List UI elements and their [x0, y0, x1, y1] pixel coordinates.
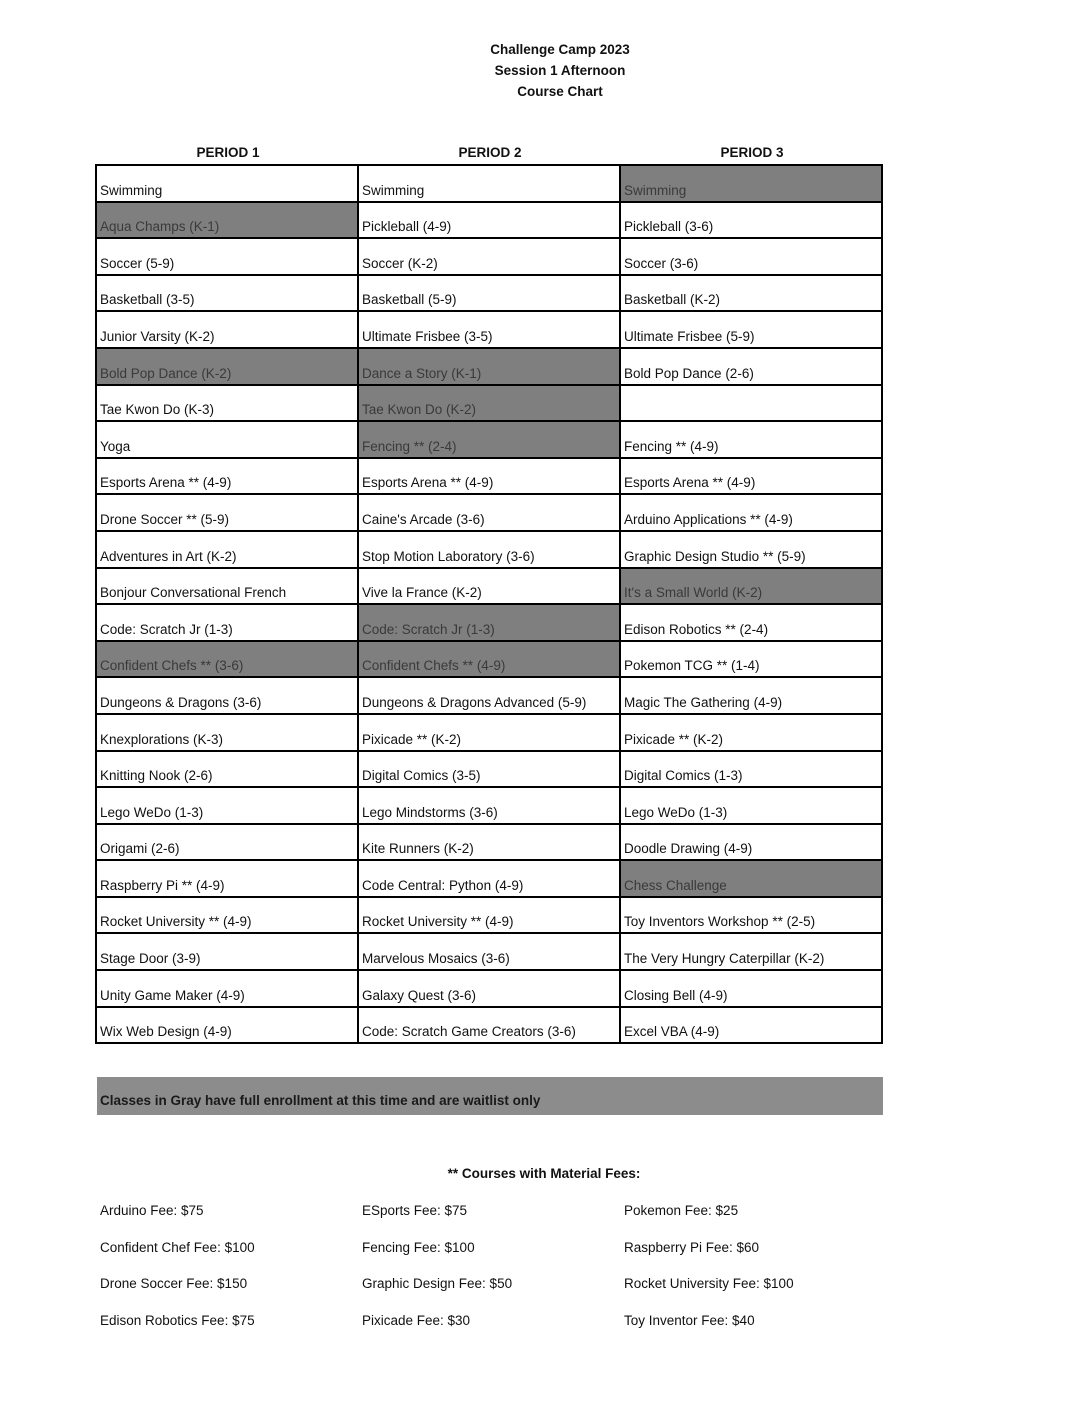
table-row	[96, 238, 882, 275]
table-row	[96, 860, 882, 897]
course-cell-period-3: Pickleball (3-6)	[620, 202, 882, 239]
course-cell-period-1: Soccer (5-9)	[96, 238, 358, 275]
course-cell-period-3: It's a Small World (K-2)	[620, 568, 882, 605]
fee-item: Confident Chef Fee: $100	[100, 1239, 255, 1255]
fee-column-3	[624, 1201, 886, 1347]
course-cell-period-2: Esports Arena ** (4-9)	[358, 458, 620, 495]
course-cell-period-1: Knitting Nook (2-6)	[96, 751, 358, 788]
course-cell-period-2: Stop Motion Laboratory (3-6)	[358, 531, 620, 568]
table-row	[96, 933, 882, 970]
course-cell-period-1: Rocket University ** (4-9)	[96, 897, 358, 934]
course-cell-period-3: Digital Comics (1-3)	[620, 751, 882, 788]
course-cell-period-3: Edison Robotics ** (2-4)	[620, 604, 882, 641]
fee-item: Rocket University Fee: $100	[624, 1276, 794, 1292]
course-cell-period-1: Origami (2-6)	[96, 824, 358, 861]
course-cell-period-3: Pokemon TCG ** (1-4)	[620, 641, 882, 678]
fee-item: Edison Robotics Fee: $75	[100, 1312, 255, 1328]
course-cell-period-3: Fencing ** (4-9)	[620, 421, 882, 458]
course-cell-period-2: Lego Mindstorms (3-6)	[358, 787, 620, 824]
course-cell-period-1: Tae Kwon Do (K-3)	[96, 385, 358, 422]
course-cell-period-3: Pixicade ** (K-2)	[620, 714, 882, 751]
material-fees	[100, 1201, 886, 1347]
table-row	[96, 311, 882, 348]
course-cell-period-2: Dungeons & Dragons Advanced (5-9)	[358, 677, 620, 714]
course-cell-period-3: Basketball (K-2)	[620, 275, 882, 312]
fee-item: Pokemon Fee: $25	[624, 1203, 739, 1218]
course-cell-period-2: Ultimate Frisbee (3-5)	[358, 311, 620, 348]
course-cell-period-1: Yoga	[96, 421, 358, 458]
course-cell-period-1: Wix Web Design (4-9)	[96, 1007, 358, 1044]
table-row	[96, 824, 882, 861]
fee-column-2	[362, 1201, 624, 1347]
table-row	[96, 604, 882, 641]
course-cell-period-1: Dungeons & Dragons (3-6)	[96, 677, 358, 714]
period-1-header: PERIOD 1	[196, 145, 260, 160]
table-row	[96, 531, 882, 568]
course-cell-period-2: Basketball (5-9)	[358, 275, 620, 312]
fee-item: Graphic Design Fee: $50	[362, 1276, 513, 1292]
fee-item: Pixicade Fee: $30	[362, 1312, 471, 1328]
title-line-session: Session 1 Afternoon	[494, 63, 626, 78]
table-row	[96, 897, 882, 934]
table-row	[96, 348, 882, 385]
course-chart-body	[96, 165, 882, 1043]
course-cell-period-2: Rocket University ** (4-9)	[358, 897, 620, 934]
course-cell-period-1: Unity Game Maker (4-9)	[96, 970, 358, 1007]
course-cell-period-2: Galaxy Quest (3-6)	[358, 970, 620, 1007]
table-row	[96, 202, 882, 239]
course-cell-period-2: Code: Scratch Jr (1-3)	[358, 604, 620, 641]
fee-item: Toy Inventor Fee: $40	[624, 1312, 755, 1328]
document-title	[0, 39, 1088, 102]
fee-item: ESports Fee: $75	[362, 1203, 468, 1218]
course-cell-period-3: Arduino Applications ** (4-9)	[620, 494, 882, 531]
table-row	[96, 970, 882, 1007]
table-row	[96, 421, 882, 458]
course-cell-period-3: Excel VBA (4-9)	[620, 1007, 882, 1044]
course-cell-period-3: Magic The Gathering (4-9)	[620, 677, 882, 714]
course-cell-period-1: Aqua Champs (K-1)	[96, 202, 358, 239]
full-enrollment-note: Classes in Gray have full enrollment at this time and are waitlist only	[97, 1077, 883, 1115]
course-cell-period-1: Confident Chefs ** (3-6)	[96, 641, 358, 678]
fee-column-1	[100, 1201, 362, 1347]
course-chart-table	[95, 164, 883, 1044]
course-cell-period-2: Code: Scratch Game Creators (3-6)	[358, 1007, 620, 1044]
course-cell-period-3: Bold Pop Dance (2-6)	[620, 348, 882, 385]
course-cell-period-1: Lego WeDo (1-3)	[96, 787, 358, 824]
title-line-camp: Challenge Camp 2023	[490, 42, 630, 57]
course-cell-period-1: Knexplorations (K-3)	[96, 714, 358, 751]
course-cell-period-3: Esports Arena ** (4-9)	[620, 458, 882, 495]
course-cell-period-2: Confident Chefs ** (4-9)	[358, 641, 620, 678]
course-cell-period-1: Drone Soccer ** (5-9)	[96, 494, 358, 531]
title-line-chart: Course Chart	[517, 84, 603, 99]
course-cell-period-1: Bonjour Conversational French	[96, 568, 358, 605]
course-cell-period-1: Raspberry Pi ** (4-9)	[96, 860, 358, 897]
course-cell-period-2: Caine's Arcade (3-6)	[358, 494, 620, 531]
table-row	[96, 641, 882, 678]
course-cell-period-3: Closing Bell (4-9)	[620, 970, 882, 1007]
course-cell-period-1: Basketball (3-5)	[96, 275, 358, 312]
course-cell-period-3: Doodle Drawing (4-9)	[620, 824, 882, 861]
course-cell-period-1: Swimming	[96, 165, 358, 202]
course-cell-period-2: Pickleball (4-9)	[358, 202, 620, 239]
table-row	[96, 1007, 882, 1044]
course-cell-period-1: Adventures in Art (K-2)	[96, 531, 358, 568]
table-row	[96, 494, 882, 531]
course-cell-period-2: Kite Runners (K-2)	[358, 824, 620, 861]
course-cell-period-1: Code: Scratch Jr (1-3)	[96, 604, 358, 641]
table-row	[96, 787, 882, 824]
table-row	[96, 275, 882, 312]
table-row	[96, 385, 882, 422]
period-2-header: PERIOD 2	[458, 145, 522, 160]
table-row	[96, 458, 882, 495]
course-cell-period-2: Digital Comics (3-5)	[358, 751, 620, 788]
table-row	[96, 714, 882, 751]
fee-item: Drone Soccer Fee: $150	[100, 1276, 248, 1292]
fee-item: Raspberry Pi Fee: $60	[624, 1239, 760, 1255]
course-cell-period-2: Dance a Story (K-1)	[358, 348, 620, 385]
period-headers	[97, 145, 883, 160]
course-cell-period-3	[620, 385, 882, 422]
period-3-header: PERIOD 3	[720, 145, 784, 160]
course-cell-period-3: Ultimate Frisbee (5-9)	[620, 311, 882, 348]
course-cell-period-3: Lego WeDo (1-3)	[620, 787, 882, 824]
fee-item: Fencing Fee: $100	[362, 1239, 475, 1255]
course-cell-period-2: Soccer (K-2)	[358, 238, 620, 275]
fees-heading: ** Courses with Material Fees:	[447, 1166, 641, 1181]
table-row	[96, 165, 882, 202]
course-cell-period-2: Swimming	[358, 165, 620, 202]
fee-item: Arduino Fee: $75	[100, 1203, 204, 1218]
course-cell-period-2: Vive la France (K-2)	[358, 568, 620, 605]
course-cell-period-2: Marvelous Mosaics (3-6)	[358, 933, 620, 970]
course-cell-period-3: The Very Hungry Caterpillar (K-2)	[620, 933, 882, 970]
course-cell-period-2: Code Central: Python (4-9)	[358, 860, 620, 897]
course-cell-period-3: Swimming	[620, 165, 882, 202]
course-cell-period-3: Chess Challenge	[620, 860, 882, 897]
course-cell-period-1: Stage Door (3-9)	[96, 933, 358, 970]
course-cell-period-2: Tae Kwon Do (K-2)	[358, 385, 620, 422]
course-cell-period-1: Bold Pop Dance (K-2)	[96, 348, 358, 385]
table-row	[96, 568, 882, 605]
course-cell-period-3: Toy Inventors Workshop ** (2-5)	[620, 897, 882, 934]
course-cell-period-3: Soccer (3-6)	[620, 238, 882, 275]
course-cell-period-1: Esports Arena ** (4-9)	[96, 458, 358, 495]
course-cell-period-1: Junior Varsity (K-2)	[96, 311, 358, 348]
table-row	[96, 751, 882, 788]
course-cell-period-3: Graphic Design Studio ** (5-9)	[620, 531, 882, 568]
table-row	[96, 677, 882, 714]
course-cell-period-2: Pixicade ** (K-2)	[358, 714, 620, 751]
course-cell-period-2: Fencing ** (2-4)	[358, 421, 620, 458]
